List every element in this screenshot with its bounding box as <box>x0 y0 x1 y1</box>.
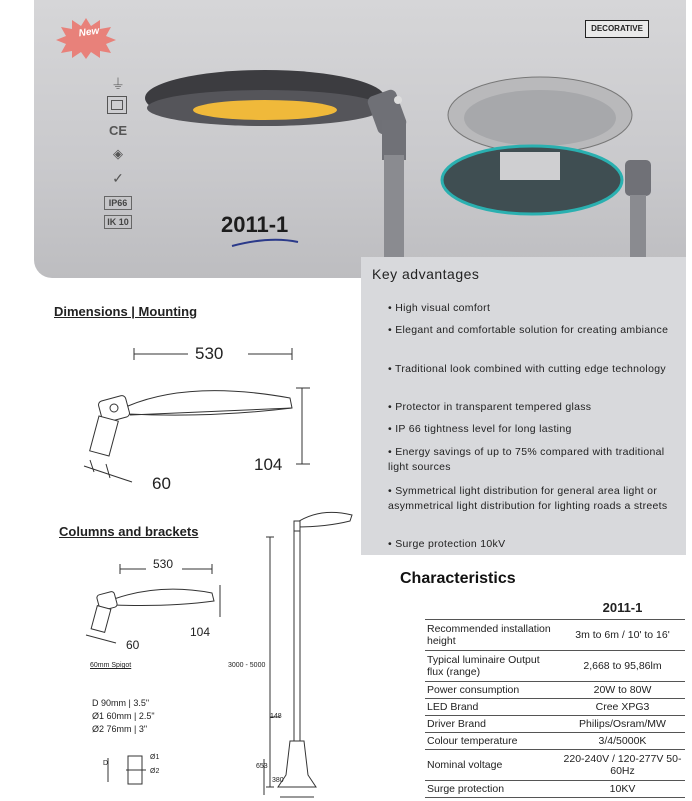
dimension-width: 530 <box>195 344 224 363</box>
column-specs <box>92 697 155 736</box>
base-height-label: 653 <box>256 763 268 770</box>
row-value: 10KV <box>560 781 685 798</box>
ip-rating-badge: IP66 <box>104 196 132 210</box>
key-advantages-title: Key advantages <box>372 266 480 282</box>
category-label: DECORATIVE <box>585 20 649 38</box>
table-row <box>425 716 685 733</box>
dimension-height: 104 <box>254 455 283 474</box>
spec-line: D 90mm | 3.5" <box>92 698 150 708</box>
dimensions-title: Dimensions | Mounting <box>54 304 198 319</box>
advantage-item: • Traditional look combined with cutting edge technology <box>388 363 666 375</box>
spec-line: Ø2 76mm | 3" <box>92 724 148 734</box>
model-title: 2011-1 <box>221 212 289 237</box>
table-row <box>425 781 685 798</box>
pole-drawing <box>240 505 360 801</box>
ik-rating-badge: IK 10 <box>104 215 132 229</box>
advantage-item: • High visual comfort <box>388 302 491 314</box>
table-row <box>425 620 685 651</box>
dimension-drawing <box>80 340 320 490</box>
table-row <box>425 733 685 750</box>
advantage-item: • IP 66 tightness level for long lasting <box>388 423 572 435</box>
characteristics-title: Characteristics <box>400 570 516 587</box>
row-label: Recommended installation height <box>425 620 560 651</box>
row-label: Driver Brand <box>425 716 560 733</box>
row-label: Nominal voltage <box>425 750 560 781</box>
row-label: Typical luminaire Output flux (range) <box>425 651 560 682</box>
advantage-item: • Elegant and comfortable solution for creating ambiance <box>388 324 669 336</box>
row-label: Power consumption <box>425 682 560 699</box>
advantage-item: • Energy savings of up to 75% compared with traditional light sources <box>388 446 665 473</box>
spigot-label: 60mm Spigot <box>90 662 132 669</box>
row-value: 3/4/5000K <box>560 733 685 750</box>
spigot-o2-label: Ø2 <box>150 768 160 775</box>
table-model: 2011-1 <box>560 598 685 620</box>
row-value: 20W to 80W <box>560 682 685 699</box>
table-row <box>425 651 685 682</box>
row-value: 220-240V / 120-277V 50-60Hz <box>560 750 685 781</box>
table-header-row <box>425 598 685 620</box>
table-row <box>425 750 685 781</box>
bracket-offset-label: 148 <box>270 713 282 720</box>
advantage-item: • Protector in transparent tempered glass <box>388 401 592 413</box>
spigot-detail-drawing <box>100 752 170 792</box>
bracket-width: 530 <box>153 557 174 571</box>
characteristics-table <box>425 598 685 798</box>
table-row <box>425 682 685 699</box>
columns-title: Columns and brackets <box>59 524 199 539</box>
advantage-item: • Symmetrical light distribution for general area light or asymmetrical light distribution for lighting roads a streets <box>388 485 668 512</box>
row-value: 3m to 6m / 10' to 16' <box>560 620 685 651</box>
bracket-height: 104 <box>190 625 211 639</box>
row-label: Colour temperature <box>425 733 560 750</box>
ce-mark-icon: CE <box>108 122 128 138</box>
enec-mark-icon: ◈ <box>113 146 123 161</box>
advantage-item: • Surge protection 10kV <box>388 538 506 550</box>
new-badge-label: New <box>78 25 100 40</box>
spigot-d-label: D <box>103 760 109 767</box>
row-label: LED Brand <box>425 699 560 716</box>
base-width-label: 380 <box>272 777 284 784</box>
row-value: 2,668 to 95,86lm <box>560 651 685 682</box>
bracket-spigot: 60 <box>126 638 140 652</box>
row-value: Philips/Osram/MW <box>560 716 685 733</box>
class-ii-icon <box>107 96 127 114</box>
row-label: Surge protection <box>425 781 560 798</box>
pole-height-label: 3000 - 5000 <box>228 662 266 669</box>
luminaire-illustration <box>140 40 440 280</box>
dimension-spigot: 60 <box>152 474 171 493</box>
bracket-drawing <box>80 555 230 650</box>
table-row <box>425 699 685 716</box>
spec-line: Ø1 60mm | 2.5" <box>92 711 155 721</box>
earth-ground-icon: ⏚ <box>111 76 125 92</box>
row-value: Cree XPG3 <box>560 699 685 716</box>
check-mark-icon: ✓ <box>112 169 124 186</box>
spigot-o1-label: Ø1 <box>150 754 160 761</box>
